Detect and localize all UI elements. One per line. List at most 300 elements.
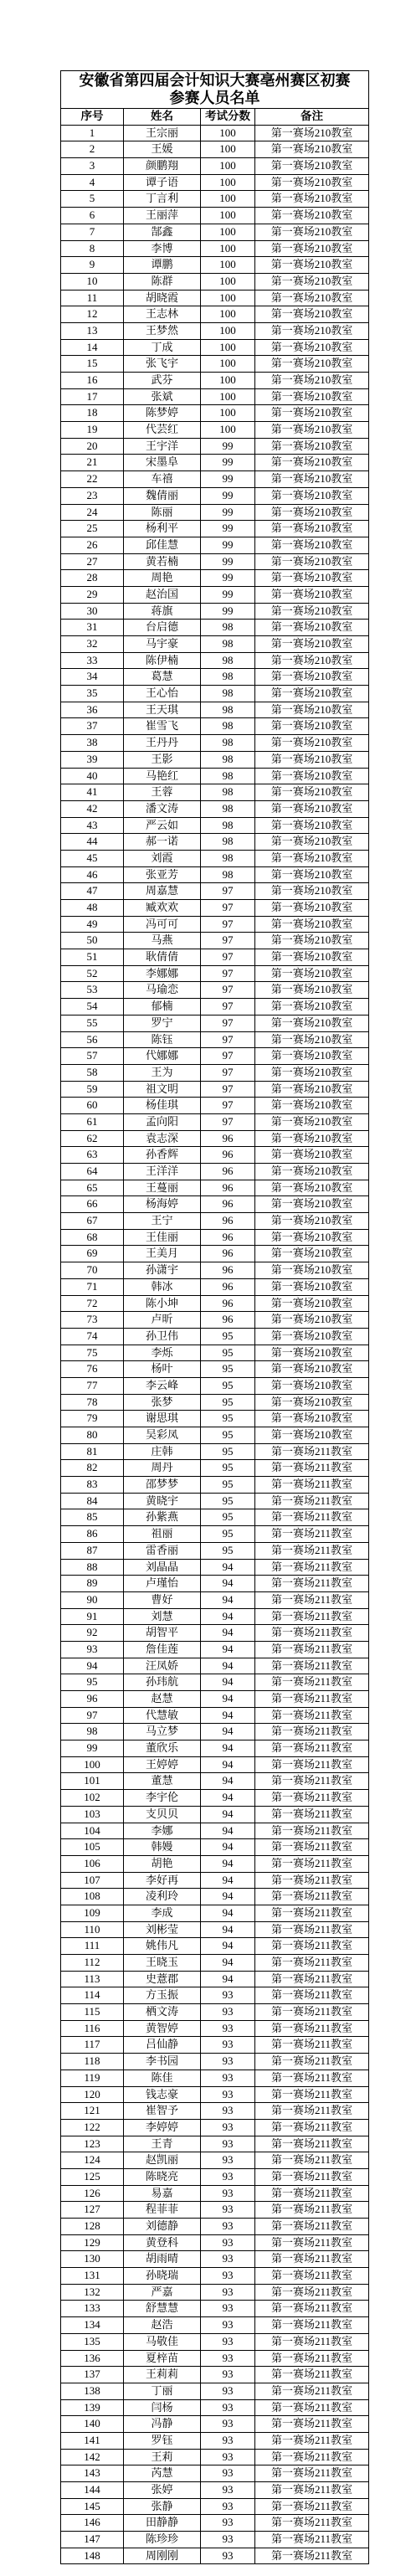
cell-seq: 4 [61,175,124,191]
cell-remark: 第一赛场210教室 [255,1180,369,1196]
cell-score: 94 [201,1873,255,1889]
cell-name: 陈钰 [124,1032,201,1048]
cell-name: 凌利玲 [124,1889,201,1905]
cell-remark: 第一赛场210教室 [255,1329,369,1345]
cell-seq: 103 [61,1807,124,1823]
table-row [61,241,369,258]
cell-seq: 71 [61,1279,124,1295]
table-row [61,2400,369,2417]
table-row [61,554,369,571]
cell-score: 98 [201,620,255,635]
header-remark: 备注 [255,109,369,125]
cell-name: 王梦然 [124,323,201,339]
cell-remark: 第一赛场211教室 [255,2351,369,2367]
cell-seq: 94 [61,1658,124,1674]
table-row [61,1592,369,1609]
cell-seq: 105 [61,1839,124,1855]
table-row [61,1378,369,1395]
cell-score: 96 [201,1296,255,1312]
cell-seq: 106 [61,1856,124,1872]
cell-seq: 37 [61,718,124,734]
cell-score: 94 [201,1592,255,1608]
cell-seq: 120 [61,2087,124,2103]
table-row [61,126,369,142]
cell-score: 97 [201,1015,255,1031]
table-row [61,291,369,307]
table-row [61,604,369,620]
cell-name: 王为 [124,1065,201,1081]
table-row [61,917,369,933]
cell-seq: 3 [61,158,124,174]
cell-score: 93 [201,2433,255,2449]
cell-seq: 80 [61,1427,124,1443]
cell-remark: 第一赛场211教室 [255,1839,369,1855]
table-row [61,356,369,373]
cell-remark: 第一赛场210教室 [255,306,369,322]
cell-name: 黄晓宇 [124,1494,201,1509]
cell-remark: 第一赛场210教室 [255,291,369,306]
cell-remark: 第一赛场210教室 [255,999,369,1015]
cell-remark: 第一赛场210教室 [255,274,369,290]
cell-name: 李烁 [124,1345,201,1361]
cell-seq: 60 [61,1098,124,1113]
cell-score: 98 [201,867,255,883]
cell-seq: 107 [61,1873,124,1889]
cell-score: 93 [201,2285,255,2301]
cell-remark: 第一赛场210教室 [255,587,369,603]
cell-name: 谭鹏 [124,257,201,273]
cell-score: 100 [201,274,255,290]
table-row [61,1773,369,1790]
cell-name: 王美月 [124,1246,201,1262]
table-header-row [61,109,369,126]
table-row [61,2103,369,2120]
cell-score: 94 [201,1724,255,1740]
cell-remark: 第一赛场211教室 [255,1938,369,1954]
cell-seq: 65 [61,1180,124,1196]
cell-seq: 61 [61,1114,124,1130]
table-row [61,208,369,224]
cell-seq: 62 [61,1131,124,1147]
cell-score: 95 [201,1494,255,1509]
table-row [61,1444,369,1461]
cell-seq: 18 [61,405,124,421]
cell-score: 93 [201,2202,255,2218]
cell-score: 93 [201,2465,255,2481]
cell-score: 99 [201,554,255,570]
cell-remark: 第一赛场211教室 [255,1625,369,1641]
table-row [61,702,369,719]
cell-seq: 145 [61,2499,124,2515]
cell-name: 胡雨晴 [124,2251,201,2267]
cell-name: 周丹 [124,1460,201,1476]
cell-remark: 第一赛场211教室 [255,2383,369,2399]
cell-remark: 第一赛场210教室 [255,669,369,685]
cell-name: 丁言利 [124,191,201,207]
cell-remark: 第一赛场211教室 [255,2532,369,2548]
cell-name: 李成 [124,1905,201,1921]
cell-seq: 83 [61,1477,124,1493]
table-row [61,1543,369,1560]
participant-table [60,108,369,2564]
cell-name: 王晓玉 [124,1955,201,1971]
cell-remark: 第一赛场210教室 [255,818,369,834]
cell-score: 96 [201,1213,255,1229]
cell-score: 93 [201,2152,255,2168]
cell-name: 夏梓苗 [124,2351,201,2367]
cell-score: 94 [201,1856,255,1872]
cell-name: 马瑜恋 [124,982,201,998]
cell-remark: 第一赛场211教室 [255,2416,369,2432]
cell-score: 93 [201,2383,255,2399]
cell-seq: 45 [61,851,124,866]
cell-remark: 第一赛场210教室 [255,224,369,240]
table-row [61,933,369,949]
cell-remark: 第一赛场211教室 [255,1873,369,1889]
cell-remark: 第一赛场210教室 [255,1411,369,1427]
cell-name: 陈群 [124,274,201,290]
cell-name: 孙玮航 [124,1674,201,1690]
cell-seq: 146 [61,2515,124,2531]
cell-score: 93 [201,2251,255,2267]
cell-seq: 86 [61,1526,124,1542]
cell-score: 98 [201,686,255,702]
cell-remark: 第一赛场211教室 [255,1477,369,1493]
table-row [61,718,369,735]
cell-seq: 115 [61,2004,124,2020]
cell-name: 严嘉 [124,2285,201,2301]
cell-name: 郁楠 [124,999,201,1015]
cell-name: 丁丽 [124,2383,201,2399]
cell-name: 李娜娜 [124,966,201,982]
cell-remark: 第一赛场211教室 [255,2450,369,2465]
cell-remark: 第一赛场210教室 [255,851,369,866]
cell-seq: 32 [61,636,124,652]
table-row [61,158,369,175]
table-row [61,2367,369,2383]
cell-seq: 54 [61,999,124,1015]
cell-score: 97 [201,949,255,965]
title-line-2: 参赛人员名单 [169,90,260,106]
cell-remark: 第一赛场211教室 [255,2367,369,2383]
table-row [61,1642,369,1658]
cell-name: 王洋洋 [124,1164,201,1180]
cell-remark: 第一赛场211教室 [255,1658,369,1674]
cell-remark: 第一赛场210教室 [255,439,369,455]
cell-score: 98 [201,669,255,685]
header-seq: 序号 [61,109,124,125]
cell-name: 胡晓霞 [124,291,201,306]
cell-name: 李书园 [124,2054,201,2070]
cell-remark: 第一赛场210教室 [255,1131,369,1147]
cell-remark: 第一赛场211教室 [255,2152,369,2168]
cell-score: 99 [201,587,255,603]
cell-score: 100 [201,158,255,174]
table-row [61,2465,369,2482]
cell-name: 黄若楠 [124,554,201,570]
cell-remark: 第一赛场210教室 [255,257,369,273]
cell-remark: 第一赛场211教室 [255,1856,369,1872]
table-row [61,1839,369,1856]
cell-name: 葛慧 [124,669,201,685]
cell-name: 雷香丽 [124,1543,201,1559]
cell-score: 94 [201,1790,255,1806]
cell-score: 95 [201,1411,255,1427]
cell-name: 王婷婷 [124,1757,201,1773]
table-row [61,1015,369,1032]
cell-remark: 第一赛场211教室 [255,2087,369,2103]
cell-remark: 第一赛场211教室 [255,2054,369,2070]
cell-name: 马艳红 [124,769,201,784]
cell-seq: 56 [61,1032,124,1048]
cell-name: 陈丽 [124,505,201,521]
cell-score: 100 [201,405,255,421]
cell-score: 93 [201,2186,255,2202]
table-row [61,2070,369,2087]
cell-score: 93 [201,2268,255,2284]
cell-seq: 130 [61,2251,124,2267]
cell-seq: 12 [61,306,124,322]
cell-score: 97 [201,982,255,998]
cell-seq: 119 [61,2070,124,2086]
cell-remark: 第一赛场210教室 [255,1098,369,1113]
cell-seq: 127 [61,2202,124,2218]
cell-seq: 1 [61,126,124,141]
table-row [61,2416,369,2433]
cell-name: 马宇豪 [124,636,201,652]
cell-score: 93 [201,2317,255,2333]
cell-remark: 第一赛场210教室 [255,537,369,553]
cell-name: 臧欢欢 [124,900,201,916]
cell-score: 93 [201,1987,255,2003]
cell-seq: 38 [61,735,124,751]
cell-seq: 9 [61,257,124,273]
cell-remark: 第一赛场210教室 [255,1296,369,1312]
cell-score: 100 [201,340,255,356]
cell-remark: 第一赛场211教室 [255,2202,369,2218]
cell-seq: 13 [61,323,124,339]
cell-remark: 第一赛场211教室 [255,2251,369,2267]
cell-name: 王丽萍 [124,208,201,224]
cell-remark: 第一赛场210教室 [255,126,369,141]
cell-seq: 118 [61,2054,124,2070]
cell-remark: 第一赛场210教室 [255,1427,369,1443]
cell-remark: 第一赛场210教室 [255,208,369,224]
cell-score: 97 [201,1098,255,1113]
cell-score: 94 [201,1625,255,1641]
table-row [61,1262,369,1279]
cell-name: 台启德 [124,620,201,635]
cell-name: 姚伟凡 [124,1938,201,1954]
cell-remark: 第一赛场211教室 [255,1576,369,1591]
table-row [61,1724,369,1740]
cell-score: 96 [201,1196,255,1212]
cell-remark: 第一赛场210教室 [255,158,369,174]
table-row [61,1740,369,1757]
cell-name: 刘霞 [124,851,201,866]
table-row [61,2021,369,2038]
table-row [61,2317,369,2334]
cell-name: 史薏郡 [124,1972,201,1987]
cell-score: 94 [201,1839,255,1855]
cell-score: 94 [201,1691,255,1707]
cell-remark: 第一赛场211教室 [255,2136,369,2152]
cell-remark: 第一赛场210教室 [255,1032,369,1048]
cell-remark: 第一赛场210教室 [255,1196,369,1212]
cell-seq: 53 [61,982,124,998]
table-row [61,257,369,274]
cell-seq: 84 [61,1494,124,1509]
table-row [61,1147,369,1164]
cell-score: 98 [201,818,255,834]
cell-remark: 第一赛场211教室 [255,2499,369,2515]
table-row [61,2087,369,2104]
table-row [61,1708,369,1725]
table-row [61,966,369,983]
table-row [61,1560,369,1576]
table-row [61,439,369,455]
table-row [61,2136,369,2153]
cell-seq: 23 [61,488,124,504]
cell-seq: 39 [61,752,124,768]
cell-remark: 第一赛场210教室 [255,1262,369,1278]
cell-score: 93 [201,2235,255,2251]
cell-name: 谭子语 [124,175,201,191]
cell-score: 100 [201,241,255,257]
cell-name: 耿倩倩 [124,949,201,965]
cell-name: 闫杨 [124,2400,201,2416]
table-row [61,999,369,1015]
cell-seq: 147 [61,2532,124,2548]
cell-name: 董慧 [124,1773,201,1789]
table-row [61,1345,369,1362]
table-row [61,2532,369,2548]
table-row [61,1114,369,1131]
cell-score: 100 [201,291,255,306]
cell-name: 刘德静 [124,2219,201,2234]
table-row [61,1131,369,1148]
cell-score: 94 [201,1708,255,1724]
cell-seq: 50 [61,933,124,949]
table-row [61,1065,369,1082]
cell-remark: 第一赛场211教室 [255,2285,369,2301]
cell-seq: 40 [61,769,124,784]
cell-name: 谢思琪 [124,1411,201,1427]
cell-seq: 24 [61,505,124,521]
cell-name: 宋墨阜 [124,455,201,470]
cell-remark: 第一赛场210教室 [255,1345,369,1361]
cell-score: 98 [201,718,255,734]
cell-score: 98 [201,636,255,652]
table-row [61,949,369,966]
cell-remark: 第一赛场210教室 [255,735,369,751]
table-row [61,323,369,340]
cell-remark: 第一赛场211教室 [255,2515,369,2531]
cell-name: 张飞宇 [124,356,201,372]
table-row [61,175,369,192]
cell-seq: 47 [61,883,124,899]
cell-score: 94 [201,1609,255,1625]
cell-seq: 133 [61,2301,124,2316]
cell-remark: 第一赛场211教室 [255,2186,369,2202]
cell-name: 蒋旗 [124,604,201,620]
cell-score: 93 [201,2169,255,2185]
cell-score: 93 [201,2070,255,2086]
cell-name: 王蓉 [124,784,201,800]
table-row [61,1938,369,1955]
cell-score: 99 [201,505,255,521]
table-row [61,2186,369,2203]
table-row [61,1526,369,1543]
cell-name: 孙卫伟 [124,1329,201,1345]
cell-seq: 90 [61,1592,124,1608]
cell-remark: 第一赛场210教室 [255,900,369,916]
cell-remark: 第一赛场211教室 [255,1592,369,1608]
cell-remark: 第一赛场210教室 [255,1378,369,1394]
cell-name: 孟向阳 [124,1114,201,1130]
table-row [61,769,369,785]
cell-seq: 79 [61,1411,124,1427]
cell-name: 张亚芳 [124,867,201,883]
cell-remark: 第一赛场210教室 [255,1065,369,1081]
cell-score: 93 [201,2103,255,2119]
cell-seq: 27 [61,554,124,570]
cell-score: 95 [201,1378,255,1394]
cell-name: 马立梦 [124,1724,201,1740]
cell-seq: 17 [61,389,124,405]
cell-name: 吴彩凤 [124,1427,201,1443]
table-row [61,1427,369,1444]
cell-remark: 第一赛场210教室 [255,834,369,850]
cell-seq: 6 [61,208,124,224]
cell-name: 黄智婷 [124,2021,201,2037]
table-row [61,405,369,422]
cell-remark: 第一赛场211教室 [255,1444,369,1460]
cell-remark: 第一赛场211教室 [255,1724,369,1740]
cell-seq: 63 [61,1147,124,1163]
table-row [61,422,369,439]
table-row [61,2548,369,2565]
cell-score: 94 [201,1938,255,1954]
table-row [61,1361,369,1378]
table-row [61,1790,369,1807]
cell-remark: 第一赛场211教室 [255,2268,369,2284]
cell-seq: 81 [61,1444,124,1460]
cell-remark: 第一赛场211教室 [255,1543,369,1559]
cell-name: 王宁 [124,1213,201,1229]
cell-name: 周嘉慧 [124,883,201,899]
table-row [61,1395,369,1411]
cell-seq: 104 [61,1823,124,1839]
cell-seq: 49 [61,917,124,933]
table-row [61,1625,369,1642]
cell-seq: 22 [61,471,124,487]
cell-remark: 第一赛场210教室 [255,141,369,157]
cell-remark: 第一赛场210教室 [255,702,369,718]
table-row [61,883,369,900]
cell-seq: 66 [61,1196,124,1212]
cell-remark: 第一赛场211教室 [255,1509,369,1525]
table-row [61,1609,369,1626]
cell-seq: 121 [61,2103,124,2119]
cell-score: 99 [201,604,255,620]
cell-score: 100 [201,323,255,339]
cell-seq: 34 [61,669,124,685]
cell-score: 98 [201,653,255,669]
cell-name: 易嘉 [124,2186,201,2202]
cell-remark: 第一赛场210教室 [255,752,369,768]
cell-name: 陈梦婷 [124,405,201,421]
